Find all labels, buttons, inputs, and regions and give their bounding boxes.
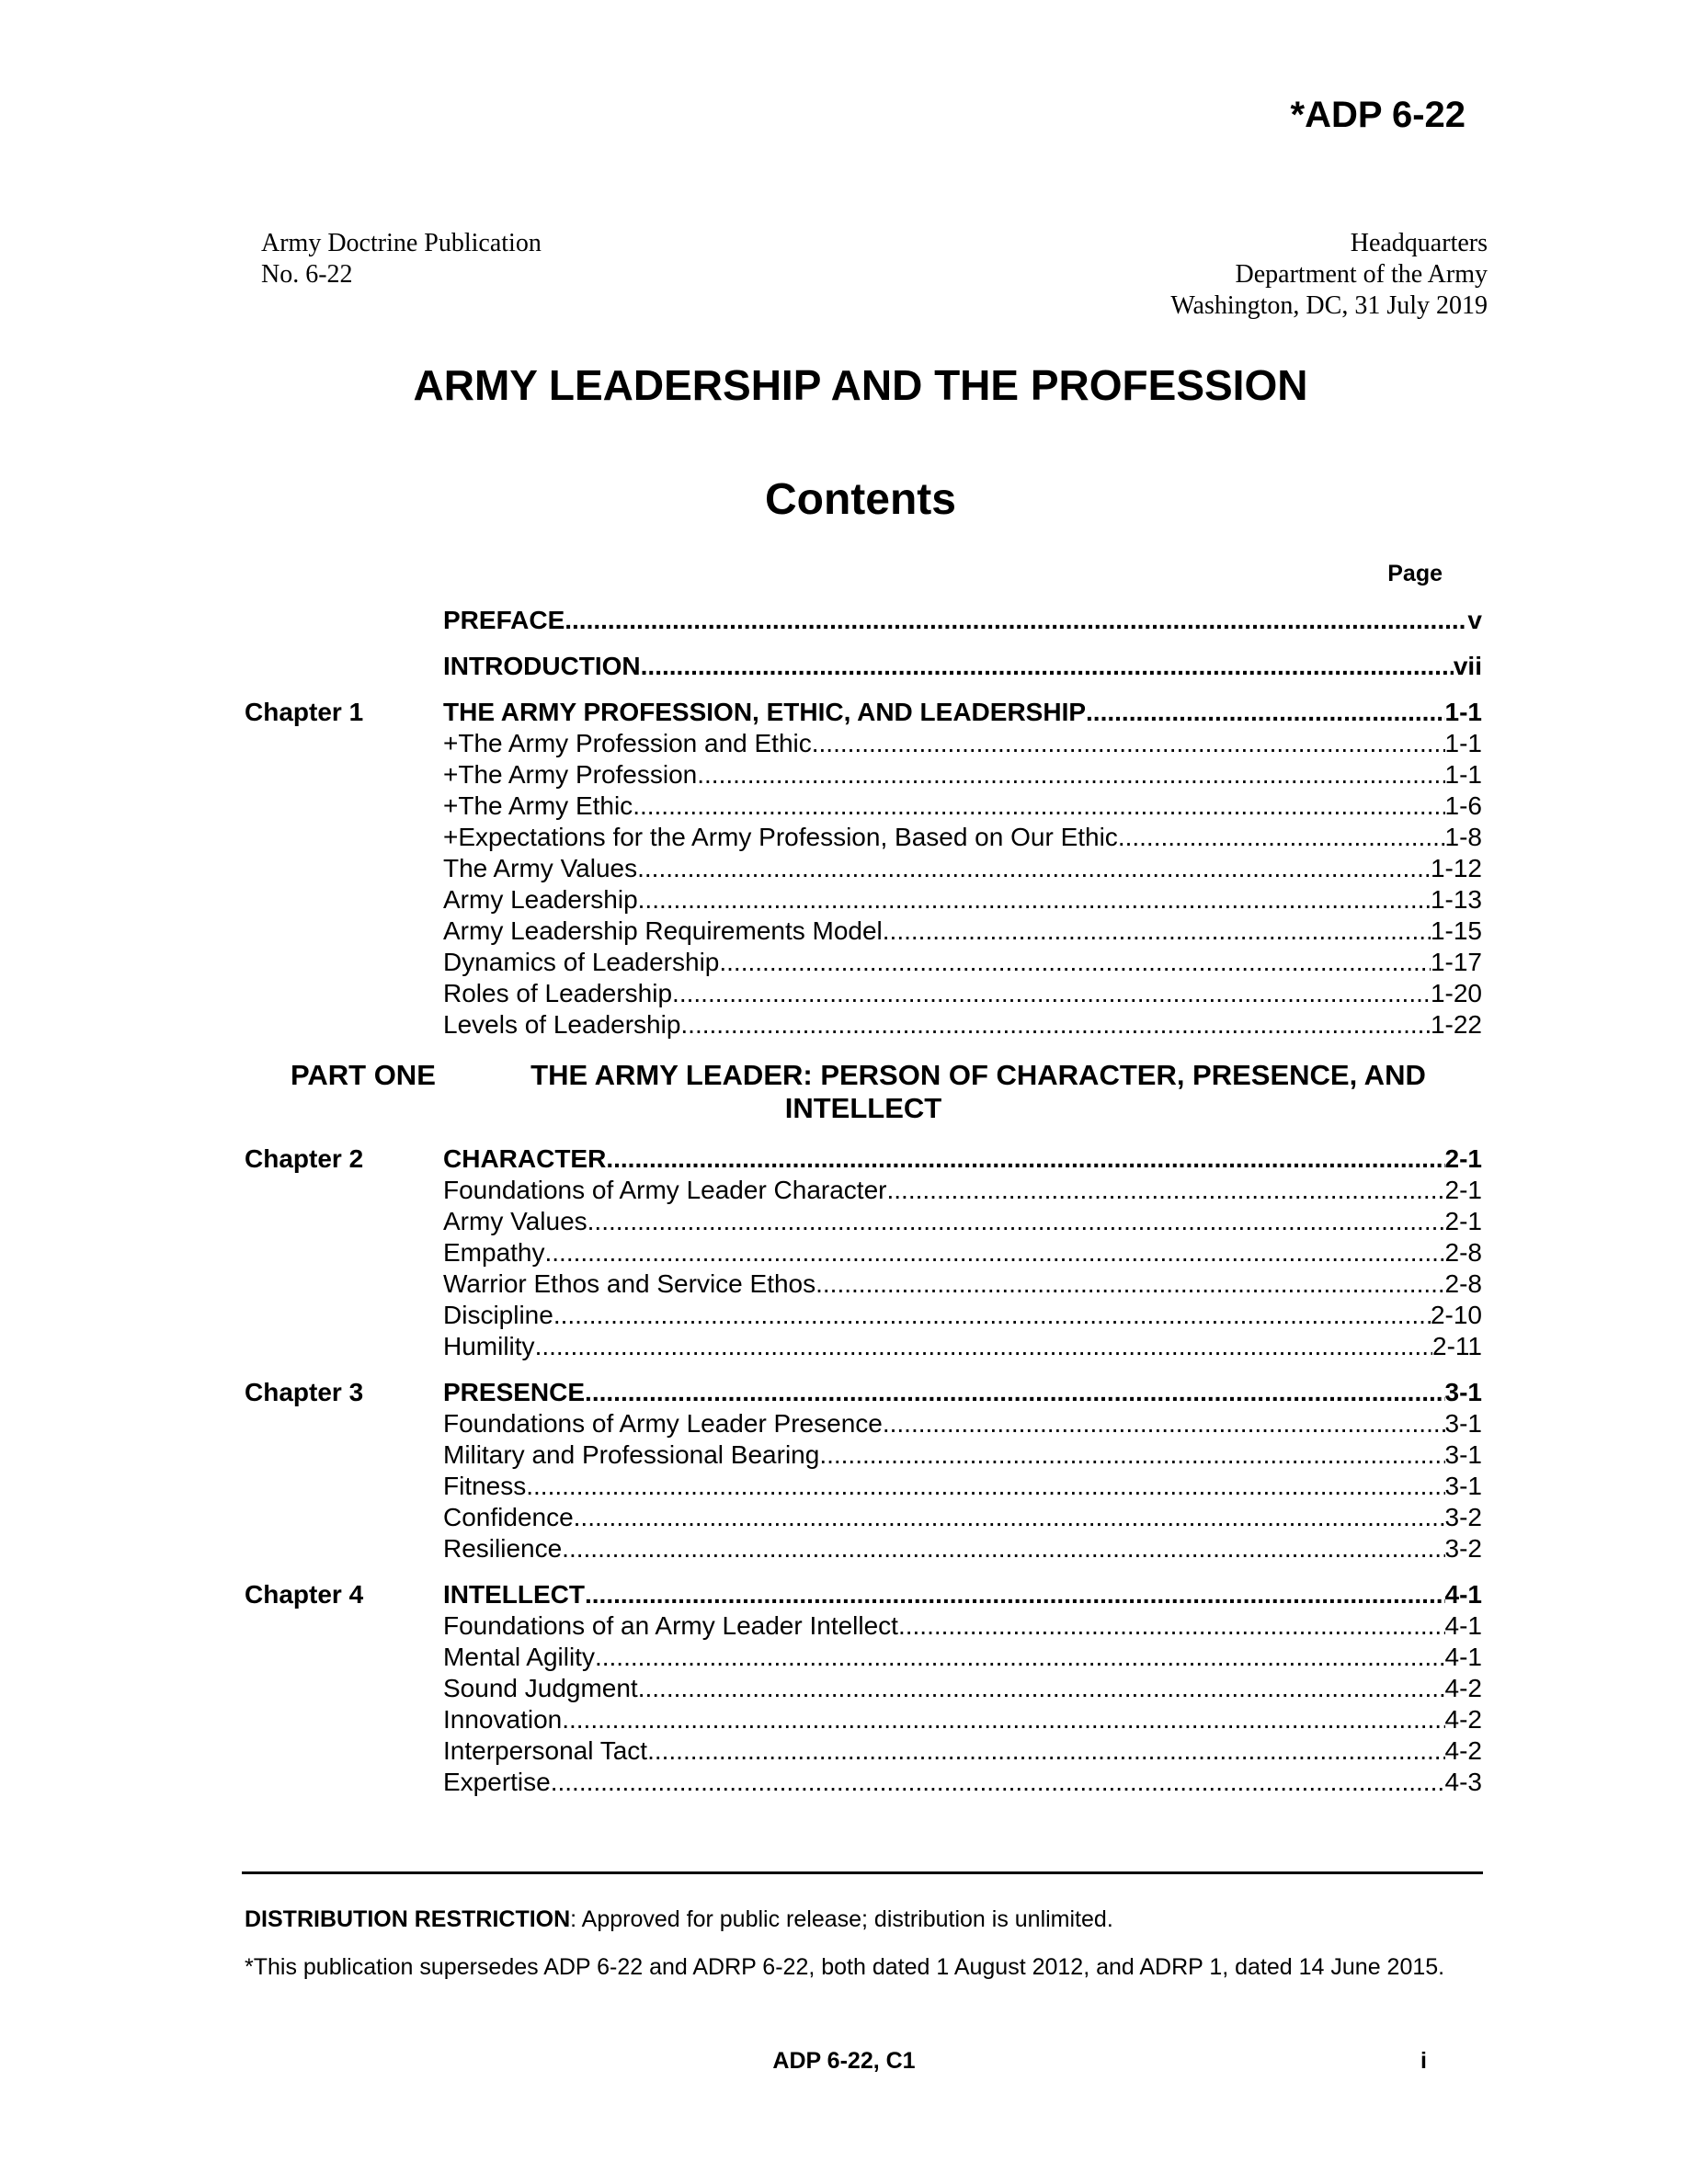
toc-entry-page: 4-2	[1444, 1736, 1482, 1765]
chapter-page: 1-1	[1444, 698, 1482, 726]
location-date: Washington, DC, 31 July 2019	[1170, 291, 1488, 320]
toc-entry[interactable]	[245, 1471, 1482, 1502]
dot-leader	[565, 605, 1467, 636]
toc-entry-title: INTRODUCTION	[443, 652, 641, 680]
toc-entry[interactable]	[245, 1767, 1482, 1798]
publication-type: Army Doctrine Publication	[261, 229, 542, 257]
toc-entry[interactable]	[245, 1408, 1482, 1439]
toc-entry[interactable]	[245, 1642, 1482, 1673]
toc-entry-page: 2-8	[1444, 1238, 1482, 1267]
toc-entry-page: 4-3	[1444, 1768, 1482, 1796]
toc-entry[interactable]	[245, 1610, 1482, 1642]
dot-leader	[812, 728, 1445, 759]
dot-leader	[819, 1439, 1444, 1471]
footer-page-number: i	[1420, 2048, 1427, 2074]
toc-entry[interactable]	[245, 1237, 1482, 1268]
dot-leader	[585, 1579, 1445, 1610]
chapter-title: INTELLECT	[443, 1580, 585, 1609]
toc-entry-title: +The Army Profession and Ethic	[443, 729, 812, 757]
toc-entry-title: Innovation	[443, 1705, 563, 1734]
distribution-text: : Approved for public release; distribution is unlimited.	[570, 1906, 1113, 1932]
chapter-page: 3-1	[1444, 1378, 1482, 1406]
page-column-label: Page	[1387, 561, 1443, 586]
dot-leader	[526, 1471, 1444, 1502]
toc-entry[interactable]	[245, 1206, 1482, 1237]
dot-leader	[595, 1642, 1445, 1673]
table-of-contents	[245, 605, 1482, 1798]
toc-entry-title: Humility	[443, 1332, 535, 1360]
dot-leader	[633, 791, 1444, 822]
toc-entry[interactable]	[245, 884, 1482, 916]
toc-chapter-1[interactable]	[245, 697, 1482, 728]
dot-leader	[641, 651, 1454, 682]
toc-entry-page: 1-8	[1444, 823, 1482, 851]
toc-entry-page: 1-1	[1444, 729, 1482, 757]
toc-entry-page: vii	[1453, 652, 1482, 680]
footer-doc-id: ADP 6-22, C1	[772, 2048, 916, 2074]
dot-leader	[585, 1377, 1444, 1408]
dot-leader	[680, 1009, 1431, 1041]
dot-leader	[672, 978, 1431, 1009]
toc-entry-page: 3-1	[1444, 1409, 1482, 1438]
toc-entry-page: 1-12	[1430, 854, 1482, 882]
dot-leader	[638, 1673, 1445, 1704]
toc-entry[interactable]	[245, 947, 1482, 978]
dot-leader	[562, 1704, 1444, 1735]
toc-entry-page: 1-13	[1430, 885, 1482, 914]
toc-entry-page: 2-8	[1444, 1269, 1482, 1298]
toc-entry[interactable]	[245, 1331, 1482, 1362]
toc-entry[interactable]	[245, 1439, 1482, 1471]
toc-entry-page: 4-2	[1444, 1705, 1482, 1734]
toc-entry[interactable]	[245, 728, 1482, 759]
chapter-label: Chapter 2	[245, 1144, 364, 1173]
toc-entry-title: Foundations of Army Leader Presence	[443, 1409, 883, 1438]
toc-entry-title: +The Army Ethic	[443, 791, 633, 820]
toc-entry-title: Resilience	[443, 1534, 563, 1563]
toc-entry-page: 2-1	[1444, 1176, 1482, 1204]
toc-entry-preface[interactable]	[245, 605, 1482, 636]
toc-entry-title: +The Army Profession	[443, 760, 698, 789]
dot-leader	[535, 1331, 1432, 1362]
dot-leader	[637, 853, 1431, 884]
supersedes-note: *This publication supersedes ADP 6-22 and ADRP 6-22, both dated 1 August 2012, and ADRP 1, dated 14 June 2015.	[245, 1954, 1445, 1980]
dot-leader	[638, 884, 1431, 916]
toc-entry[interactable]	[245, 978, 1482, 1009]
toc-entry[interactable]	[245, 1009, 1482, 1041]
chapter-page: 4-1	[1444, 1580, 1482, 1609]
dot-leader	[545, 1237, 1445, 1268]
toc-entry-page: 4-2	[1444, 1674, 1482, 1702]
toc-entry-title: Empathy	[443, 1238, 545, 1267]
toc-entry-title: Dynamics of Leadership	[443, 948, 720, 976]
toc-entry-title: Mental Agility	[443, 1643, 595, 1671]
toc-entry-title: Expertise	[443, 1768, 551, 1796]
toc-entry-page: 3-1	[1444, 1472, 1482, 1500]
dot-leader	[719, 947, 1431, 978]
toc-entry[interactable]	[245, 1502, 1482, 1533]
chapter-title: CHARACTER	[443, 1144, 607, 1173]
toc-entry[interactable]	[245, 1673, 1482, 1704]
dot-leader	[553, 1300, 1431, 1331]
department-label: Department of the Army	[1235, 260, 1488, 289]
dot-leader	[898, 1610, 1445, 1642]
part-label: PART ONE	[291, 1059, 436, 1091]
toc-chapter-4[interactable]	[245, 1579, 1482, 1610]
toc-entry-title: Military and Professional Bearing	[443, 1440, 820, 1469]
document-id: *ADP 6-22	[1290, 95, 1466, 135]
dot-leader	[815, 1268, 1444, 1300]
contents-heading: Contents	[765, 475, 956, 524]
toc-entry-title: Army Leadership Requirements Model	[443, 916, 883, 945]
toc-entry-title: Roles of Leadership	[443, 979, 673, 1007]
dot-leader	[883, 916, 1431, 947]
toc-entry[interactable]	[245, 1704, 1482, 1735]
part-title-line1: THE ARMY LEADER: PERSON OF CHARACTER, PRESENCE, AND	[530, 1059, 1426, 1091]
distribution-restriction	[245, 1906, 1113, 1933]
toc-entry[interactable]	[245, 791, 1482, 822]
dot-leader	[562, 1533, 1444, 1564]
header-right	[1170, 228, 1488, 322]
toc-entry-page: 1-17	[1430, 948, 1482, 976]
toc-entry-page: 3-2	[1444, 1534, 1482, 1563]
horizontal-divider	[242, 1871, 1483, 1874]
toc-entry[interactable]	[245, 1175, 1482, 1206]
distribution-label: DISTRIBUTION RESTRICTION	[245, 1906, 571, 1932]
toc-entry-introduction[interactable]	[245, 651, 1482, 682]
chapter-page: 2-1	[1444, 1144, 1482, 1173]
chapter-label: Chapter 1	[245, 698, 364, 726]
toc-entry-title: Foundations of an Army Leader Intellect	[443, 1611, 898, 1640]
toc-entry-page: 1-20	[1430, 979, 1482, 1007]
toc-entry-page: 1-6	[1444, 791, 1482, 820]
dot-leader	[886, 1175, 1444, 1206]
toc-entry-page: 1-1	[1444, 760, 1482, 789]
toc-entry-page: 3-2	[1444, 1503, 1482, 1531]
toc-entry-title: Sound Judgment	[443, 1674, 638, 1702]
toc-chapter-2[interactable]	[245, 1143, 1482, 1175]
toc-entry-title: Levels of Leadership	[443, 1010, 681, 1039]
part-title-line2: INTELLECT	[784, 1092, 942, 1124]
toc-entry-title: PREFACE	[443, 606, 565, 634]
chapter-label: Chapter 3	[245, 1378, 364, 1406]
dot-leader	[574, 1502, 1445, 1533]
toc-entry-page: 4-1	[1444, 1611, 1482, 1640]
chapter-label: Chapter 4	[245, 1580, 364, 1609]
toc-entry-title: Army Values	[443, 1207, 587, 1235]
toc-entry-title: Confidence	[443, 1503, 574, 1531]
toc-entry-title: Warrior Ethos and Service Ethos	[443, 1269, 816, 1298]
toc-entry-page: 3-1	[1444, 1440, 1482, 1469]
toc-entry-page: 4-1	[1444, 1643, 1482, 1671]
toc-entry-page: 1-15	[1430, 916, 1482, 945]
toc-entry-title: Foundations of Army Leader Character	[443, 1176, 887, 1204]
toc-entry-page: 2-1	[1444, 1207, 1482, 1235]
toc-entry-title: Fitness	[443, 1472, 527, 1500]
toc-entry-title: Army Leadership	[443, 885, 638, 914]
publication-number: No. 6-22	[261, 260, 353, 289]
toc-entry-title: The Army Values	[443, 854, 638, 882]
chapter-title: THE ARMY PROFESSION, ETHIC, AND LEADERSHIP	[443, 698, 1087, 726]
dot-leader	[1086, 697, 1445, 728]
dot-leader	[697, 759, 1444, 791]
toc-entry[interactable]	[245, 853, 1482, 884]
document-title: ARMY LEADERSHIP AND THE PROFESSION	[413, 361, 1308, 409]
toc-entry-page: 2-11	[1432, 1332, 1482, 1360]
toc-entry[interactable]	[245, 822, 1482, 853]
toc-entry-title: +Expectations for the Army Profession, Based on Our Ethic	[443, 823, 1118, 851]
toc-entry-page: v	[1467, 606, 1482, 634]
header-left	[261, 228, 542, 290]
dot-leader	[883, 1408, 1445, 1439]
dot-leader	[1118, 822, 1445, 853]
dot-leader	[551, 1767, 1445, 1798]
toc-entry-title: Discipline	[443, 1301, 553, 1329]
toc-entry[interactable]	[245, 1300, 1482, 1331]
toc-entry[interactable]	[245, 1735, 1482, 1767]
toc-entry[interactable]	[245, 1268, 1482, 1300]
dot-leader	[647, 1735, 1444, 1767]
dot-leader	[606, 1143, 1444, 1175]
toc-entry-page: 2-10	[1430, 1301, 1482, 1329]
part-one-heading	[245, 1059, 1482, 1125]
toc-entry[interactable]	[245, 1533, 1482, 1564]
chapter-title: PRESENCE	[443, 1378, 586, 1406]
toc-chapter-3[interactable]	[245, 1377, 1482, 1408]
headquarters-label: Headquarters	[1350, 229, 1488, 257]
toc-entry[interactable]	[245, 916, 1482, 947]
toc-entry-title: Interpersonal Tact	[443, 1736, 648, 1765]
dot-leader	[587, 1206, 1445, 1237]
toc-entry-page: 1-22	[1430, 1010, 1482, 1039]
toc-entry[interactable]	[245, 759, 1482, 791]
